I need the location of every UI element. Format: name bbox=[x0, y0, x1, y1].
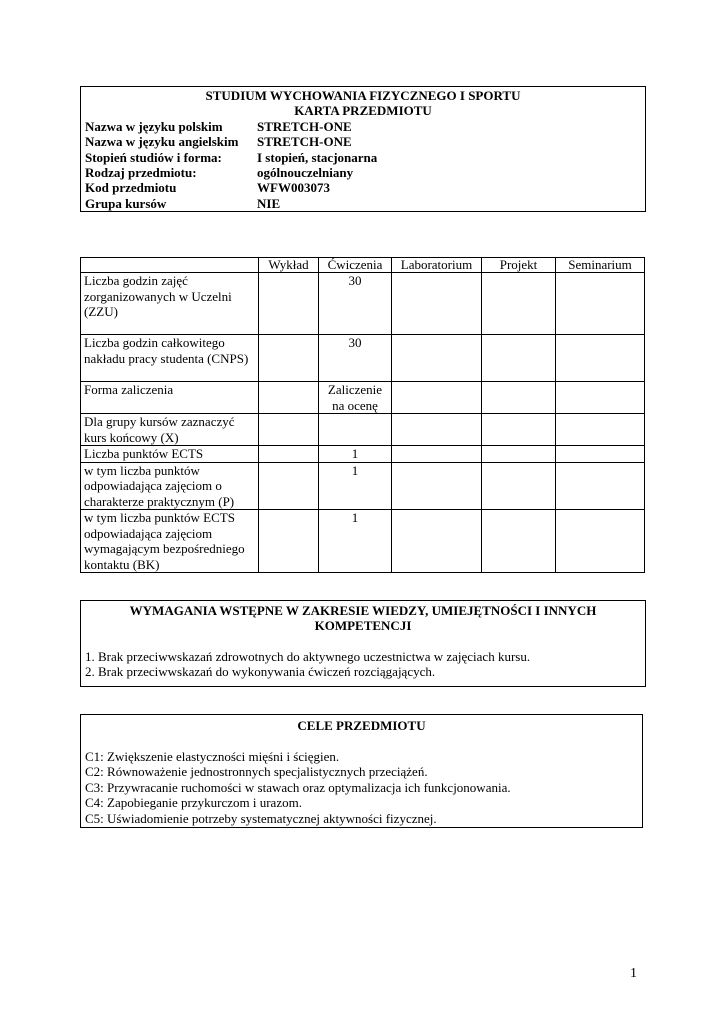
course-header-box bbox=[80, 86, 646, 212]
table-cell bbox=[259, 335, 319, 382]
table-cell bbox=[482, 462, 556, 510]
goal-item: C2: Równoważenie jednostronnych specjalistycznych przeciążeń. bbox=[85, 764, 428, 780]
institution-title: STUDIUM WYCHOWANIA FIZYCZNEGO I SPORTU bbox=[205, 88, 521, 103]
goal-item: C3: Przywracanie ruchomości w stawach oraz optymalizacja ich funkcjonowania. bbox=[85, 779, 511, 795]
card-title: KARTA PRZEDMIOTU bbox=[294, 103, 432, 119]
header-value: NIE bbox=[257, 195, 281, 211]
header-label: Kod przedmiotu bbox=[85, 180, 177, 196]
table-cell bbox=[482, 273, 556, 335]
table-cell bbox=[482, 414, 556, 446]
table-cell bbox=[556, 335, 645, 382]
header-row-course-code bbox=[85, 180, 641, 195]
goal-item: C1: Zwiększenie elastyczności mięśni i ścięgien. bbox=[85, 748, 340, 764]
header-value: ogólnouczelniany bbox=[257, 165, 354, 181]
table-cell: 1 bbox=[319, 446, 392, 463]
hours-table bbox=[80, 257, 645, 573]
requirement-item: 1. Brak przeciwwskazań zdrowotnych do aktywnego uczestnictwa w zajęciach kursu. bbox=[85, 648, 531, 664]
table-cell bbox=[556, 510, 645, 573]
table-cell bbox=[556, 462, 645, 510]
column-header-project: Projekt bbox=[482, 258, 556, 273]
table-row bbox=[81, 462, 645, 510]
goals-box bbox=[80, 714, 643, 828]
table-row bbox=[81, 382, 645, 414]
requirements-title: WYMAGANIA WSTĘPNE W ZAKRESIE WIEDZY, UMIEJĘTNOŚCI I INNYCH bbox=[129, 603, 597, 618]
column-header-lecture: Wykład bbox=[259, 258, 319, 273]
table-cell bbox=[392, 462, 482, 510]
table-cell: 1 bbox=[319, 510, 392, 573]
row-label: Dla grupy kursów zaznaczyć kurs końcowy (X) bbox=[81, 414, 259, 446]
header-row-degree bbox=[85, 150, 641, 165]
goal-item: C5: Uświadomienie potrzeby systematycznej aktywności fizycznej. bbox=[85, 810, 437, 826]
header-value: I stopień, stacjonarna bbox=[257, 149, 378, 165]
header-value: STRETCH-ONE bbox=[257, 134, 352, 150]
table-row bbox=[81, 414, 645, 446]
header-row-course-type bbox=[85, 165, 641, 180]
column-header-seminar: Seminarium bbox=[556, 258, 645, 273]
table-cell bbox=[392, 273, 482, 335]
header-row-english-name bbox=[85, 134, 641, 149]
row-label: Forma zaliczenia bbox=[81, 382, 259, 414]
table-cell bbox=[259, 446, 319, 463]
table-cell bbox=[482, 446, 556, 463]
table-cell bbox=[556, 446, 645, 463]
table-header-row bbox=[81, 258, 645, 273]
column-header-laboratory: Laboratorium bbox=[392, 258, 482, 273]
row-label: w tym liczba punktów odpowiadająca zajęciom o charakterze praktycznym (P) bbox=[81, 462, 259, 510]
header-label: Stopień studiów i forma: bbox=[85, 149, 222, 165]
header-label: Grupa kursów bbox=[85, 195, 167, 211]
row-label: Liczba punktów ECTS bbox=[81, 446, 259, 463]
table-cell bbox=[556, 382, 645, 414]
header-value: STRETCH-ONE bbox=[257, 118, 352, 134]
table-row bbox=[81, 446, 645, 463]
header-row-polish-name bbox=[85, 119, 641, 134]
table-cell bbox=[392, 382, 482, 414]
table-cell bbox=[482, 335, 556, 382]
table-cell bbox=[392, 335, 482, 382]
table-cell bbox=[259, 414, 319, 446]
row-label: Liczba godzin całkowitego nakładu pracy studenta (CNPS) bbox=[81, 335, 259, 382]
table-cell bbox=[556, 414, 645, 446]
table-cell: 1 bbox=[319, 462, 392, 510]
column-header-exercises: Ćwiczenia bbox=[319, 258, 392, 273]
table-cell bbox=[392, 446, 482, 463]
requirements-title-cont: KOMPETENCJI bbox=[314, 618, 412, 634]
table-row bbox=[81, 273, 645, 335]
table-row bbox=[81, 510, 645, 573]
table-cell bbox=[482, 382, 556, 414]
header-label: Rodzaj przedmiotu: bbox=[85, 165, 197, 181]
goals-title: CELE PRZEDMIOTU bbox=[297, 718, 426, 733]
table-cell: 30 bbox=[319, 273, 392, 335]
table-cell: Zaliczenie na ocenę bbox=[319, 382, 392, 414]
row-label: w tym liczba punktów ECTS odpowiadająca zajęciom wymagającym bezpośredniego kontaktu (BK) bbox=[81, 510, 259, 573]
table-cell: 30 bbox=[319, 335, 392, 382]
table-cell bbox=[392, 510, 482, 573]
table-cell bbox=[319, 414, 392, 446]
table-cell bbox=[259, 273, 319, 335]
table-cell bbox=[392, 414, 482, 446]
header-row-course-group bbox=[85, 196, 641, 211]
requirement-item: 2. Brak przeciwwskazań do wykonywania ćwiczeń rozciągających. bbox=[85, 664, 436, 680]
table-cell bbox=[556, 273, 645, 335]
header-value: WFW003073 bbox=[257, 180, 330, 196]
table-row bbox=[81, 335, 645, 382]
header-label: Nazwa w języku angielskim bbox=[85, 134, 239, 150]
table-cell bbox=[259, 510, 319, 573]
row-label: Liczba godzin zajęć zorganizowanych w Uczelni (ZZU) bbox=[81, 273, 259, 335]
table-cell bbox=[482, 510, 556, 573]
page-number: 1 bbox=[630, 966, 637, 981]
goal-item: C4: Zapobieganie przykurczom i urazom. bbox=[85, 795, 302, 811]
table-cell bbox=[259, 382, 319, 414]
requirements-box bbox=[80, 600, 646, 687]
header-label: Nazwa w języku polskim bbox=[85, 118, 223, 134]
column-header bbox=[81, 258, 259, 273]
table-cell bbox=[259, 462, 319, 510]
